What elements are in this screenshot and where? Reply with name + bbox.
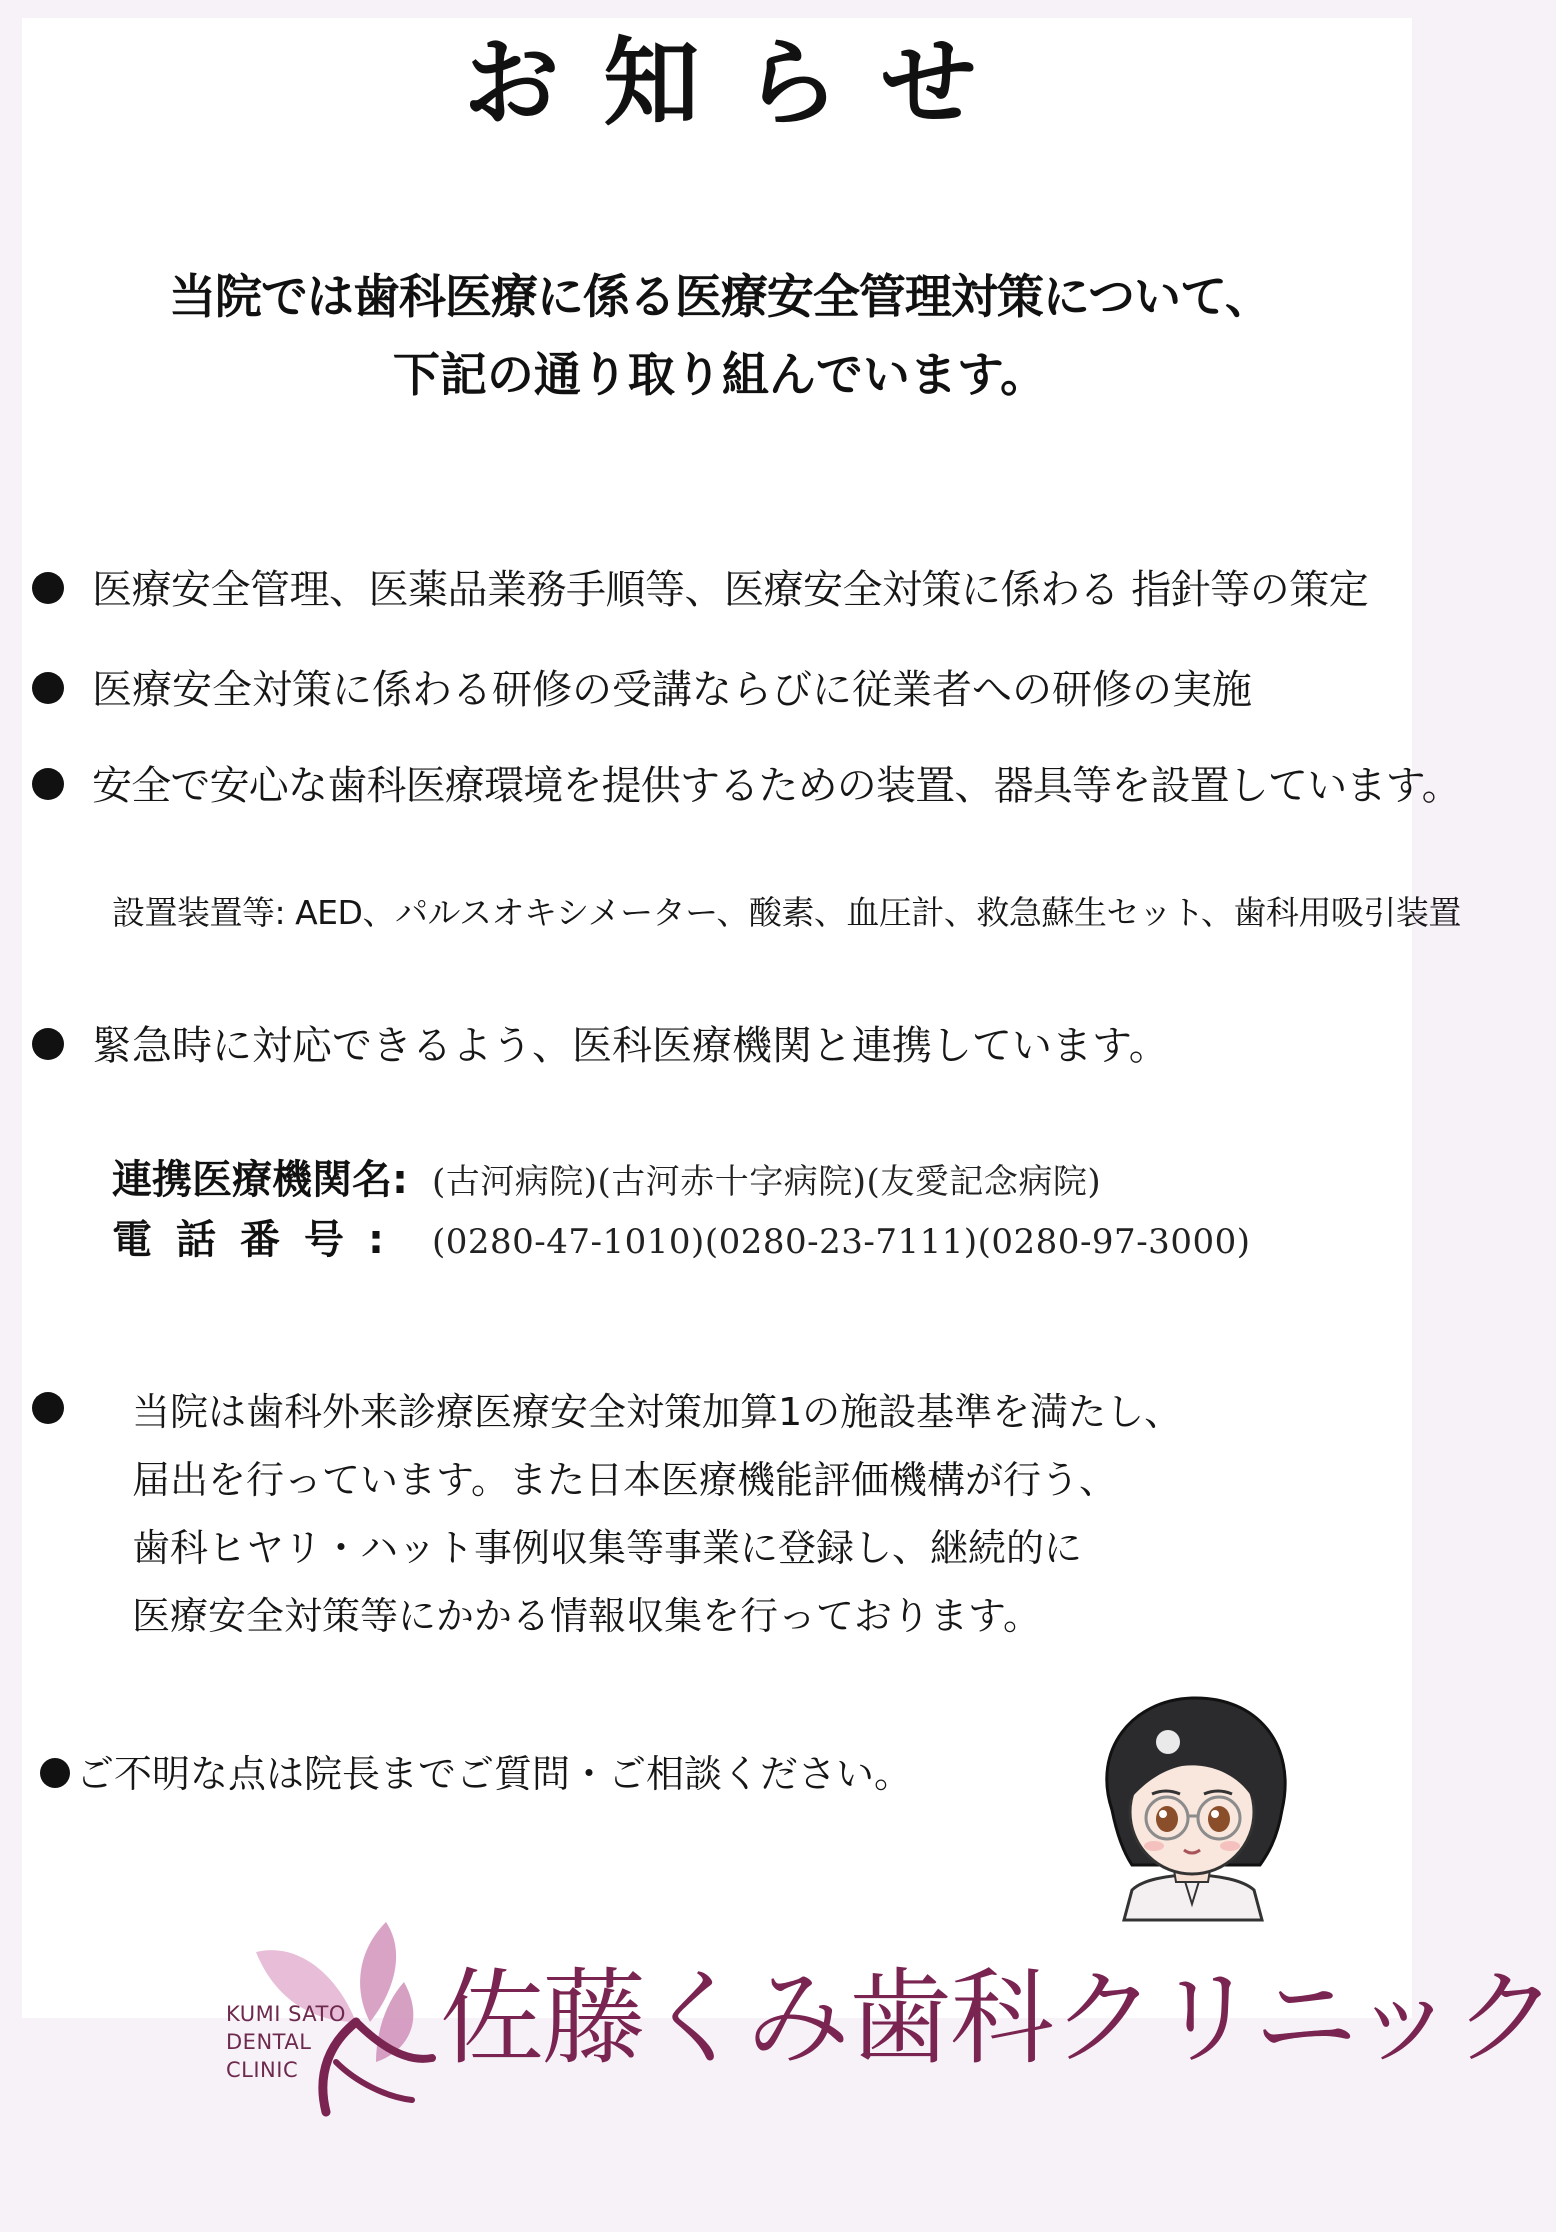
phone-numbers-row [112, 1210, 1250, 1270]
bullet-dot-icon [32, 768, 64, 800]
doctor-illustration [1072, 1690, 1312, 1920]
bullet-dot-icon [32, 1392, 64, 1424]
bullet-text: 安全で安心な歯科医療環境を提供するための装置、器具等を設置しています。 [92, 763, 1461, 809]
clinic-name-logo: 佐藤くみ歯科クリニック [440, 1957, 1556, 2079]
bullet-text: 医療安全対策に係わる研修の受講ならびに従業者への研修の実施 [92, 667, 1252, 713]
partner-hospitals-value: (古河病院)(古河赤十字病院)(友愛記念病院) [432, 1162, 1102, 1202]
bullet-text: 医療安全管理、医薬品業務手順等、医療安全対策に係わる 指針等の策定 [92, 567, 1369, 613]
bullet-item-cooperation [32, 1016, 1420, 1076]
certification-paragraph [132, 1378, 1312, 1650]
partner-hospitals-label: 連携医療機関名: [112, 1157, 408, 1203]
logo-english-line: DENTAL [226, 2030, 312, 2054]
paragraph-line: 医療安全対策等にかかる情報収集を行っております。 [132, 1594, 1041, 1638]
partner-hospitals-row [112, 1150, 1101, 1210]
intro-line-1: 当院では歯科医療に係る医療安全管理対策について、 [168, 270, 1272, 325]
closing-note [40, 1744, 912, 1804]
bullet-item-training [32, 660, 1420, 720]
logo-english-line: CLINIC [226, 2058, 299, 2082]
paragraph-line: 当院は歯科外来診療医療安全対策加算1の施設基準を満たし、 [132, 1390, 1183, 1434]
bullet-dot-icon [40, 1758, 70, 1788]
bullet-text: 緊急時に対応できるよう、医科医療機関と連携しています。 [92, 1023, 1169, 1069]
bullet-dot-icon [32, 1028, 64, 1060]
paragraph-line: 歯科ヒヤリ・ハット事例収集等事業に登録し、継続的に [132, 1526, 1083, 1570]
bullet-item-guidelines [32, 560, 1420, 620]
phone-numbers-label: 電話番号: [112, 1217, 408, 1263]
logo-english-name [226, 2000, 346, 2084]
paragraph-line: 届出を行っています。また日本医療機能評価機構が行う、 [132, 1458, 1117, 1502]
logo-english-line: KUMI SATO [226, 2002, 346, 2026]
equipment-list: 設置装置等: AED、パルスオキシメーター、酸素、血圧計、救急蘇生セット、歯科用吸引装置 [112, 893, 1461, 932]
bullet-dot-icon [32, 672, 64, 704]
notice-title: お知らせ [463, 27, 1021, 139]
bullet-dot-icon [32, 572, 64, 604]
closing-text: ご不明な点は院長までご質問・ご相談ください。 [76, 1752, 913, 1796]
intro-line-2: 下記の通り取り組んでいます。 [392, 348, 1048, 403]
phone-numbers-value: (0280-47-1010)(0280-23-7111)(0280-97-3000) [432, 1222, 1251, 1262]
bullet-item-equipment [32, 756, 1461, 816]
